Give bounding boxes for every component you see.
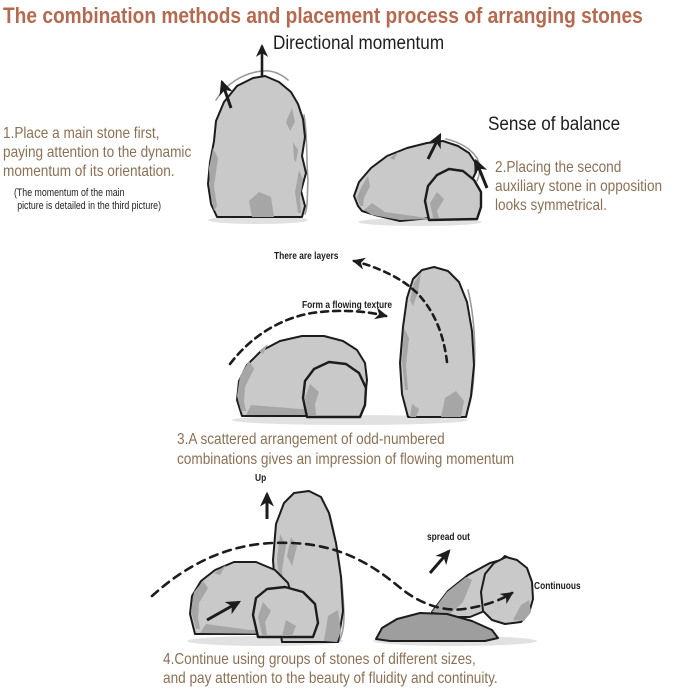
figure4-right-stone-group [376,556,533,641]
step3-text [177,430,514,469]
figure3-scattered-stones [237,267,475,417]
text-line: 1.Place a main stone first, [3,125,160,142]
continuous-label: Continuous [534,580,581,592]
text-line: paying attention to the dynamic [3,144,192,161]
page-title: The combination methods and placement process of arranging stones [3,3,643,28]
spread-out-label: spread out [427,531,470,543]
figure1-main-stone [208,71,308,217]
figure2-balance-stones [354,139,481,221]
text-line: and pay attention to the beauty of fluidity and continuity. [163,670,498,687]
up-label: Up [255,472,267,484]
text-line: 4.Continue using groups of stones of different sizes, [163,651,476,668]
text-line: 3.A scattered arrangement of odd-numbered [177,431,445,448]
text-line: looks symmetrical. [495,197,607,214]
text-line: auxiliary stone in opposition [495,178,663,195]
step1-note [14,187,161,212]
text-line: picture is detailed in the third picture) [17,199,162,212]
spread-out-arrow-icon [430,551,449,573]
step4-text [163,650,498,688]
step2-text [495,158,662,215]
text-line: (The momentum of the main [14,187,125,199]
text-line: combinations gives an impression of flowing momentum [177,450,515,468]
texture-label: Form a flowing texture [302,299,393,311]
directional-momentum-caption: Directional momentum [273,33,445,54]
text-line: momentum of its orientation. [3,163,175,180]
step1-text [3,124,191,181]
layers-label: There are layers [274,250,339,262]
sense-of-balance-caption: Sense of balance [488,114,621,135]
text-line: 2.Placing the second [495,159,622,176]
